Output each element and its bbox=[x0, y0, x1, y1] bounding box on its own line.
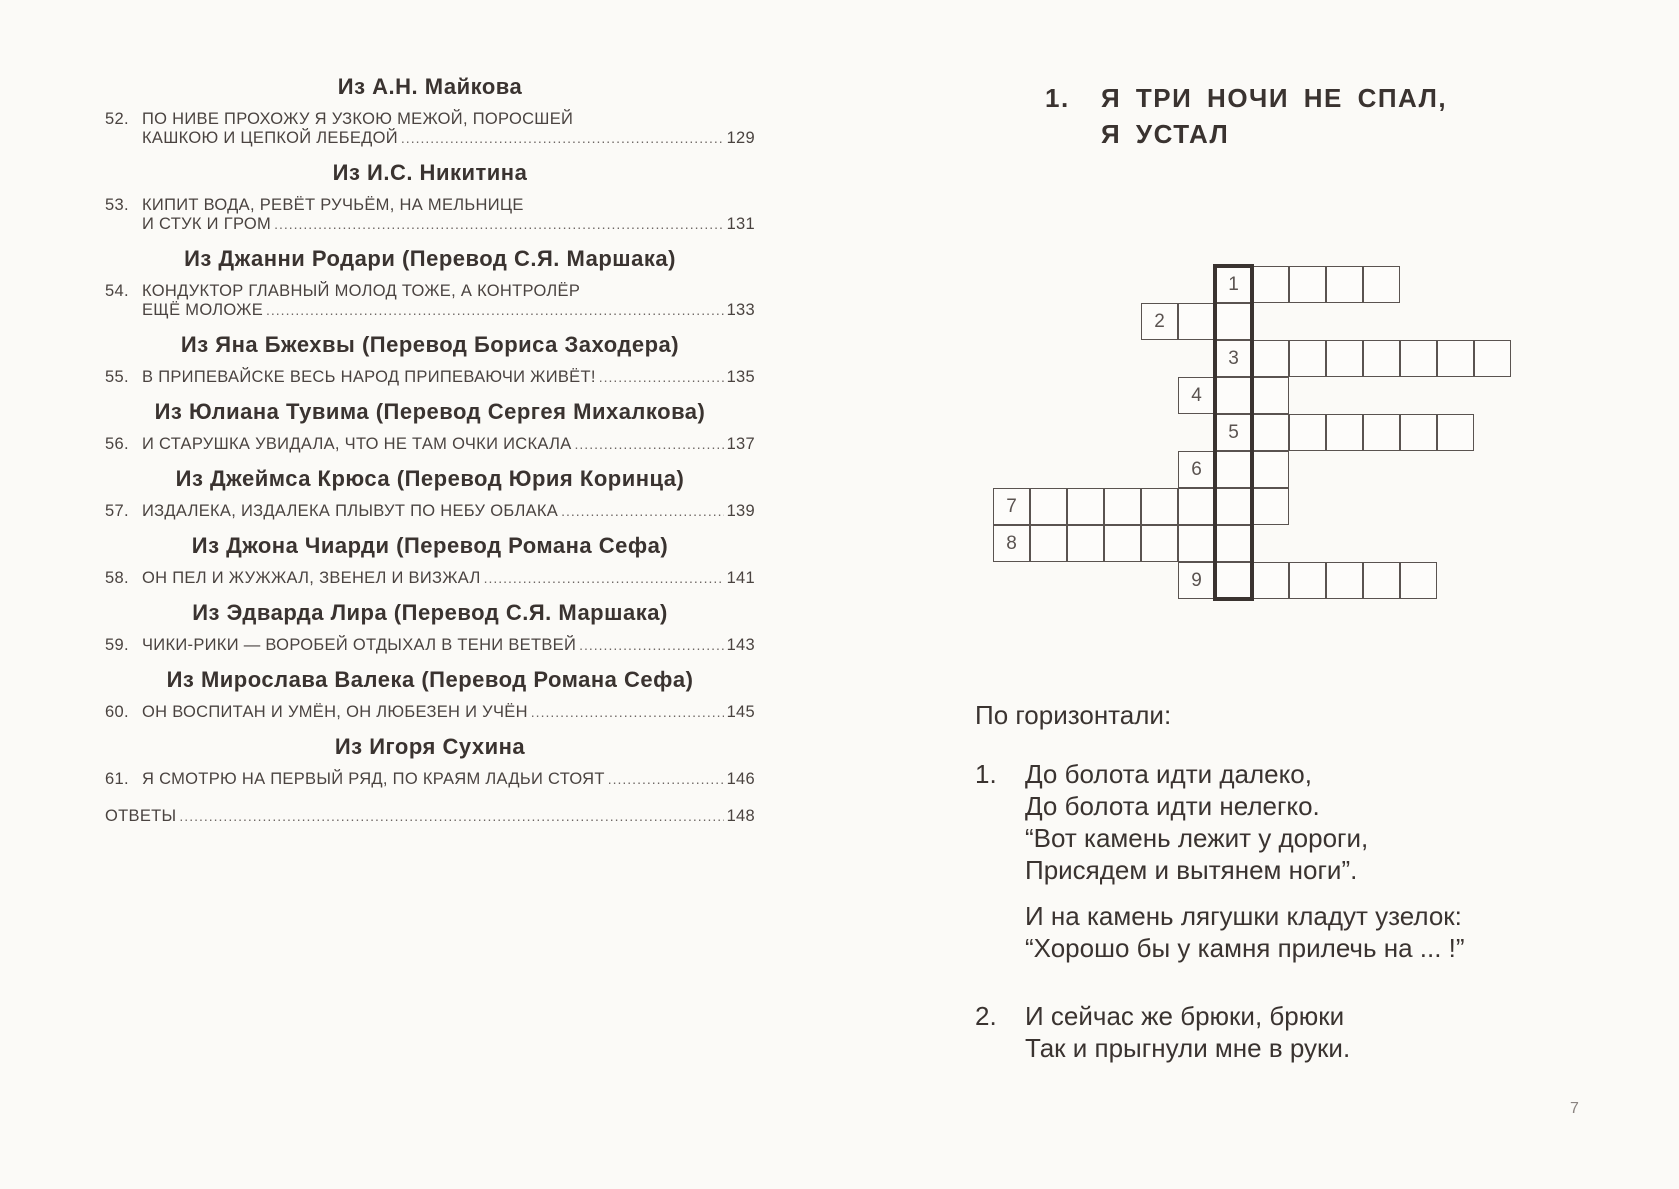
toc-entry-number: 57. bbox=[105, 502, 129, 520]
toc-entry bbox=[105, 368, 755, 387]
clue-stanza bbox=[1025, 1000, 1350, 1064]
toc-entry-number: 56. bbox=[105, 435, 129, 453]
crossword-cell bbox=[1326, 266, 1363, 303]
section-heading: Из Эдварда Лира (Перевод С.Я. Маршака) bbox=[192, 600, 668, 625]
toc-entry-title-cont: ЕЩЁ МОЛОЖЕ bbox=[142, 301, 264, 319]
clue-number-label: 2 bbox=[1154, 311, 1165, 332]
toc-page-number: 139 bbox=[726, 502, 755, 520]
crossword-cell bbox=[1437, 340, 1474, 377]
crossword-cell bbox=[1437, 414, 1474, 451]
clue-number-label: 6 bbox=[1191, 459, 1202, 480]
toc-entry-number: 60. bbox=[105, 703, 129, 721]
crossword-cell bbox=[1326, 340, 1363, 377]
toc-entry bbox=[105, 282, 755, 320]
dot-leader bbox=[484, 570, 724, 586]
toc-entry bbox=[105, 636, 755, 655]
crossword-cell bbox=[1104, 488, 1141, 525]
crossword-cell bbox=[1178, 525, 1215, 562]
clue-number-label: 3 bbox=[1228, 348, 1239, 369]
toc-entry bbox=[105, 435, 755, 454]
toc-page-number: 135 bbox=[726, 368, 755, 386]
clue-1 bbox=[975, 758, 1465, 978]
clue-line: “Вот камень лежит у дороги, bbox=[1025, 823, 1369, 853]
puzzle-title-line-2: Я УСТАЛ bbox=[1101, 119, 1230, 149]
section-heading: Из Мирослава Валека (Перевод Романа Сефа) bbox=[166, 667, 694, 692]
crossword-cell bbox=[1363, 562, 1400, 599]
dot-leader bbox=[579, 637, 723, 653]
key-word-column bbox=[1213, 264, 1254, 601]
toc-entry-title: И СТАРУШКА УВИДАЛА, ЧТО НЕ ТАМ ОЧКИ ИСКАЛА bbox=[142, 435, 572, 453]
dot-leader bbox=[401, 130, 724, 146]
clue-number-label: 9 bbox=[1191, 570, 1202, 591]
toc-entry-line bbox=[105, 368, 755, 387]
answers-label: ОТВЕТЫ bbox=[105, 807, 177, 825]
toc-entry-number: 58. bbox=[105, 569, 129, 587]
clue-number: 1. bbox=[975, 759, 997, 789]
clue-line: И на камень лягушки кладут узелок: bbox=[1025, 901, 1462, 931]
toc-entry-line bbox=[105, 282, 755, 301]
dot-leader bbox=[179, 808, 723, 824]
toc-page-number: 133 bbox=[726, 301, 755, 319]
toc-entry-title: ОН ПЕЛ И ЖУЖЖАЛ, ЗВЕНЕЛ И ВИЗЖАЛ bbox=[142, 569, 481, 587]
toc-entry-line bbox=[105, 129, 755, 148]
crossword-cell bbox=[1030, 488, 1067, 525]
crossword-cell bbox=[1363, 414, 1400, 451]
crossword-cell bbox=[1363, 266, 1400, 303]
toc-entry-line bbox=[105, 110, 755, 129]
crossword-cell bbox=[1252, 377, 1289, 414]
crossword-cell bbox=[1326, 414, 1363, 451]
crossword-cell bbox=[1289, 266, 1326, 303]
toc-page-number: 141 bbox=[726, 569, 755, 587]
clue-2 bbox=[975, 1000, 1350, 1078]
toc-entry-title: ПО НИВЕ ПРОХОЖУ Я УЗКОЮ МЕЖОЙ, ПОРОСШЕЙ bbox=[142, 110, 574, 128]
toc-page-number: 148 bbox=[726, 807, 755, 825]
toc-entry bbox=[105, 110, 755, 148]
toc-entry bbox=[105, 770, 755, 789]
toc-entry-line bbox=[105, 636, 755, 655]
toc-entry-line bbox=[105, 703, 755, 722]
clue-text bbox=[975, 758, 1465, 964]
toc-entry bbox=[105, 502, 755, 521]
puzzle-title-line-1: Я ТРИ НОЧИ НЕ СПАЛ, bbox=[1101, 83, 1448, 113]
section-heading: Из И.С. Никитина bbox=[332, 160, 528, 185]
crossword-cell bbox=[1252, 562, 1289, 599]
section-heading: Из Юлиана Тувима (Перевод Сергея Михалкова) bbox=[154, 399, 706, 424]
clue-number-label: 5 bbox=[1228, 422, 1239, 443]
dot-leader bbox=[266, 302, 724, 318]
toc-page-number: 143 bbox=[726, 636, 755, 654]
dot-leader bbox=[608, 771, 724, 787]
toc-entry-title: КИПИТ ВОДА, РЕВЁТ РУЧЬЁМ, НА МЕЛЬНИЦЕ bbox=[142, 196, 524, 214]
crossword-cell bbox=[1178, 303, 1215, 340]
crossword-cell bbox=[1400, 562, 1437, 599]
clue-line: И сейчас же брюки, брюки bbox=[1025, 1001, 1345, 1031]
crossword-cell bbox=[1326, 562, 1363, 599]
crossword-cell bbox=[1141, 525, 1178, 562]
clue-line: “Хорошо бы у камня прилечь на ... !” bbox=[1025, 933, 1465, 963]
section-heading: Из Джона Чиарди (Перевод Романа Сефа) bbox=[191, 533, 669, 558]
toc-entry-line bbox=[105, 770, 755, 789]
dot-leader bbox=[575, 436, 724, 452]
dot-leader bbox=[599, 369, 724, 385]
crossword-cell bbox=[1067, 525, 1104, 562]
toc-entry-title-cont: И СТУК И ГРОМ bbox=[142, 215, 272, 233]
crossword-cell bbox=[1252, 488, 1289, 525]
dot-leader bbox=[531, 704, 724, 720]
toc-entry bbox=[105, 703, 755, 722]
toc-entry-line bbox=[105, 301, 755, 320]
toc-page-number: 137 bbox=[726, 435, 755, 453]
toc-entry-title: ОН ВОСПИТАН И УМЁН, ОН ЛЮБЕЗЕН И УЧЁН bbox=[142, 703, 528, 721]
toc-entry-number: 59. bbox=[105, 636, 129, 654]
clue-line: До болота идти нелегко. bbox=[1025, 791, 1320, 821]
section-heading: Из Яна Бжехвы (Перевод Бориса Заходера) bbox=[180, 332, 680, 357]
toc-entry-line bbox=[105, 569, 755, 588]
crossword-cell bbox=[1252, 451, 1289, 488]
toc-page-number: 146 bbox=[726, 770, 755, 788]
toc-entry-number: 53. bbox=[105, 196, 129, 214]
crossword-cell bbox=[1252, 266, 1289, 303]
table-of-contents bbox=[105, 72, 755, 836]
page-number: 7 bbox=[1570, 1100, 1579, 1117]
section-heading: Из Игоря Сухина bbox=[334, 734, 526, 759]
toc-page-number: 145 bbox=[726, 703, 755, 721]
clue-line: Присядем и вытянем ноги”. bbox=[1025, 855, 1358, 885]
dot-leader bbox=[561, 503, 723, 519]
crossword-cell bbox=[1289, 340, 1326, 377]
toc-page-number: 131 bbox=[726, 215, 755, 233]
dot-leader bbox=[274, 216, 723, 232]
toc-entry-number: 55. bbox=[105, 368, 129, 386]
horizontal-label: По горизонтали: bbox=[975, 700, 1172, 730]
toc-answers bbox=[105, 807, 755, 826]
toc-entry-line bbox=[105, 502, 755, 521]
crossword-cell bbox=[1141, 488, 1178, 525]
toc-entry-number: 54. bbox=[105, 282, 129, 300]
toc-entry-number: 61. bbox=[105, 770, 129, 788]
toc-page-number: 129 bbox=[726, 129, 755, 147]
crossword-cell bbox=[1067, 488, 1104, 525]
toc-entry-title: В ПРИПЕВАЙСКЕ ВЕСЬ НАРОД ПРИПЕВАЮЧИ ЖИВЁТ! bbox=[142, 368, 596, 386]
section-heading: Из А.Н. Майкова bbox=[337, 74, 523, 99]
toc-entry-line bbox=[105, 196, 755, 215]
clue-text bbox=[975, 1000, 1350, 1064]
toc-entry-title: ЧИКИ-РИКИ — ВОРОБЕЙ ОТДЫХАЛ В ТЕНИ ВЕТВЕЙ bbox=[142, 636, 577, 654]
section-heading: Из Джеймса Крюса (Перевод Юрия Коринца) bbox=[175, 466, 685, 491]
toc-entry-line bbox=[105, 435, 755, 454]
section-heading: Из Джанни Родари (Перевод С.Я. Маршака) bbox=[184, 246, 676, 271]
toc-entry-line bbox=[105, 215, 755, 234]
toc-entry-title: ИЗДАЛЕКА, ИЗДАЛЕКА ПЛЫВУТ ПО НЕБУ ОБЛАКА bbox=[142, 502, 559, 520]
crossword-cell bbox=[1252, 414, 1289, 451]
clue-line: До болота идти далеко, bbox=[1025, 759, 1312, 789]
crossword-cell bbox=[1400, 414, 1437, 451]
clue-number-label: 8 bbox=[1006, 533, 1017, 554]
clue-stanza bbox=[1025, 758, 1465, 886]
clue-number: 2. bbox=[975, 1001, 997, 1031]
toc-entry-number: 52. bbox=[105, 110, 129, 128]
crossword-cell bbox=[1178, 488, 1215, 525]
toc-entry-title-cont: КАШКОЮ И ЦЕПКОЙ ЛЕБЕДОЙ bbox=[142, 129, 398, 147]
clue-number-label: 7 bbox=[1006, 496, 1017, 517]
puzzle-title bbox=[1045, 80, 1447, 152]
clue-number-label: 4 bbox=[1191, 385, 1202, 406]
toc-entry bbox=[105, 196, 755, 234]
toc-entry-title: Я СМОТРЮ НА ПЕРВЫЙ РЯД, ПО КРАЯМ ЛАДЬИ СТОЯТ bbox=[142, 770, 605, 788]
puzzle-number: 1. bbox=[1045, 83, 1070, 113]
crossword-cell bbox=[1363, 340, 1400, 377]
clue-line: Так и прыгнули мне в руки. bbox=[1025, 1033, 1351, 1063]
crossword-cell bbox=[1104, 525, 1141, 562]
clue-number-label: 1 bbox=[1228, 274, 1239, 295]
crossword-cell bbox=[1474, 340, 1511, 377]
clue-stanza bbox=[1025, 900, 1465, 964]
crossword-cell bbox=[1289, 562, 1326, 599]
crossword-cell bbox=[1030, 525, 1067, 562]
crossword-cell bbox=[1252, 340, 1289, 377]
toc-entry bbox=[105, 569, 755, 588]
crossword-cell bbox=[1289, 414, 1326, 451]
toc-entry-title: КОНДУКТОР ГЛАВНЫЙ МОЛОД ТОЖЕ, А КОНТРОЛЁР bbox=[142, 282, 581, 300]
crossword-cell bbox=[1400, 340, 1437, 377]
